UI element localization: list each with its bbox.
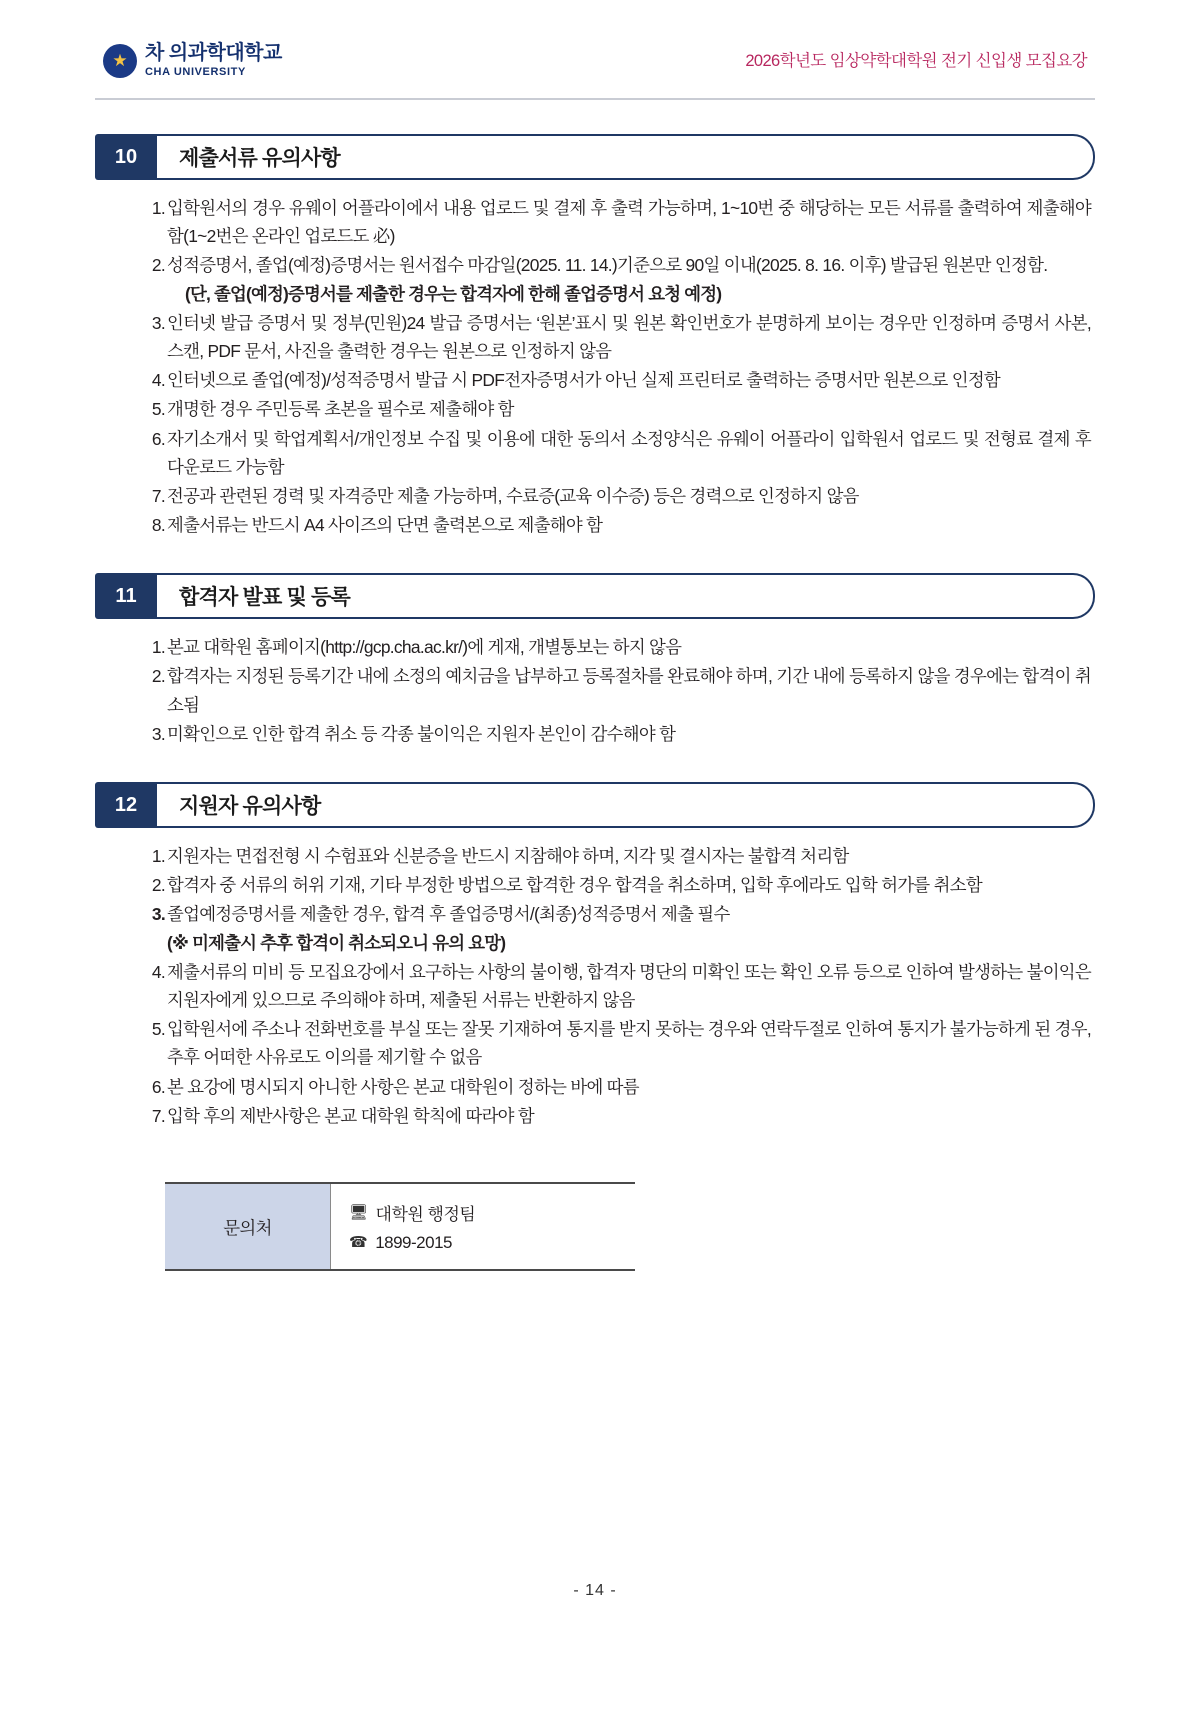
list-text: 입학원서의 경우 유웨이 어플라이에서 내용 업로드 및 결제 후 출력 가능하며, 1~10번 중 해당하는 모든 서류를 출력하여 제출해야 함(1~2번은 온라인 업로드도 必) xyxy=(167,198,1091,247)
list-text: 전공과 관련된 경력 및 자격증만 제출 가능하며, 수료증(교육 이수증) 등은 경력으로 인정하지 않음 xyxy=(167,485,859,506)
telephone-icon: ☎ xyxy=(349,1234,368,1252)
brand-logo xyxy=(103,43,282,79)
list-text: 미확인으로 인한 합격 취소 등 각종 불이익은 지원자 본인이 감수해야 함 xyxy=(167,723,676,744)
list-text: 제출서류의 미비 등 모집요강에서 요구하는 사항의 불이행, 합격자 명단의 미확인 또는 확인 오류 등으로 인하여 발생하는 불이익은 지원자에게 있으므로 주의해야 하며, 제출된 서류는 반환하지 않음 xyxy=(167,961,1091,1010)
list-text: 입학원서에 주소나 전화번호를 부실 또는 잘못 기재하여 통지를 받지 못하는 경우와 연락두절로 인하여 통지가 불가능하게 된 경우, 추후 어떠한 사유로도 이의를 제기할 수 없음 xyxy=(167,1019,1091,1068)
list-marker: 8. xyxy=(151,515,165,536)
section-10 xyxy=(95,134,1095,539)
list-item xyxy=(145,251,1091,307)
university-emblem-icon xyxy=(103,44,137,78)
list-item xyxy=(145,633,1091,661)
section-12-title-box xyxy=(157,782,1095,828)
contact-value-cell xyxy=(331,1183,636,1270)
list-subnote: (단, 졸업(예정)증명서를 제출한 경우는 합격자에 한해 졸업증명서 요청 예정) xyxy=(185,283,722,304)
section-10-number: 10 xyxy=(95,134,157,180)
section-12 xyxy=(95,782,1095,1130)
list-item xyxy=(145,366,1091,394)
list-text: 합격자는 지정된 등록기간 내에 소정의 예치금을 납부하고 등록절차를 완료해야 하며, 기간 내에 등록하지 않을 경우에는 합격이 취소됨 xyxy=(167,666,1091,715)
section-11-number: 11 xyxy=(95,573,157,619)
list-item xyxy=(145,900,1091,956)
section-11-title-box xyxy=(157,573,1095,619)
list-text: 지원자는 면접전형 시 수험표와 신분증을 반드시 지참해야 하며, 지각 및 결시자는 불합격 처리함 xyxy=(167,846,849,866)
list-marker: 2. xyxy=(151,666,165,687)
brand-text xyxy=(145,43,282,79)
list-text: 졸업예정증명서를 제출한 경우, 합격 후 졸업증명서/(최종)성적증명서 제출 필수 xyxy=(167,904,730,925)
list-marker: 1. xyxy=(151,846,165,866)
list-text: 제출서류는 반드시 A4 사이즈의 단면 출력본으로 제출해야 함 xyxy=(167,515,603,536)
list-text: 개명한 경우 주민등록 초본을 필수로 제출해야 함 xyxy=(167,399,514,420)
section-11-list xyxy=(95,633,1095,748)
list-marker: 1. xyxy=(151,637,165,658)
section-10-heading xyxy=(95,134,1095,180)
list-marker: 7. xyxy=(151,1105,165,1126)
list-item xyxy=(145,720,1091,748)
list-text: 본 요강에 명시되지 아니한 사항은 본교 대학원이 정하는 바에 따름 xyxy=(167,1076,639,1097)
section-10-list xyxy=(95,194,1095,539)
document-page xyxy=(0,30,1190,1712)
contact-team-line xyxy=(349,1196,635,1229)
list-item xyxy=(145,511,1091,539)
brand-name-kr: 차 의과학대학교 xyxy=(145,42,282,65)
list-text: 입학 후의 제반사항은 본교 대학원 학칙에 따라야 함 xyxy=(167,1105,535,1126)
list-subnote: (※ 미제출시 추후 합격이 취소되오니 유의 요망) xyxy=(167,932,506,953)
section-12-number: 12 xyxy=(95,782,157,828)
list-marker: 6. xyxy=(151,1076,165,1097)
brand-name-en: CHA UNIVERSITY xyxy=(145,66,246,79)
contact-label-cell: 문의처 xyxy=(165,1183,331,1270)
emblem-glyph: ★ xyxy=(112,51,128,71)
contact-section xyxy=(95,1182,1095,1271)
section-12-heading xyxy=(95,782,1095,828)
list-marker: 4. xyxy=(151,961,165,982)
list-item xyxy=(145,395,1091,423)
list-item xyxy=(145,1102,1091,1130)
contact-phone-line xyxy=(349,1229,635,1257)
section-11 xyxy=(95,573,1095,748)
section-10-title: 제출서류 유의사항 xyxy=(179,147,340,170)
list-item xyxy=(145,425,1091,481)
list-text: 성적증명서, 졸업(예정)증명서는 원서접수 마감일(2025. 11. 14.)기준으로 90일 이내(2025. 8. 16. 이후) 발급된 원본만 인정함. xyxy=(167,255,1048,276)
list-marker: 3. xyxy=(151,312,165,333)
list-marker: 5. xyxy=(151,399,165,420)
monitor-icon: 🖥 xyxy=(349,1203,368,1221)
list-item xyxy=(145,958,1091,1014)
list-marker: 7. xyxy=(151,485,165,506)
document-title: 2026학년도 임상약학대학원 전기 신입생 모집요강 xyxy=(745,52,1087,70)
list-item xyxy=(145,194,1091,250)
list-marker: 2. xyxy=(151,255,165,276)
list-item xyxy=(145,871,1091,899)
list-marker: 2. xyxy=(151,875,165,896)
list-text: 자기소개서 및 학업계획서/개인정보 수집 및 이용에 대한 동의서 소정양식은 유웨이 어플라이 입학원서 업로드 및 전형료 결제 후 다운로드 가능함 xyxy=(167,428,1091,477)
list-marker: 6. xyxy=(151,428,165,449)
list-marker: 3. xyxy=(151,904,165,925)
contact-table xyxy=(165,1182,635,1271)
list-text: 인터넷으로 졸업(예정)/성적증명서 발급 시 PDF전자증명서가 아닌 실제 프린터로 출력하는 증명서만 원본으로 인정함 xyxy=(167,370,1001,391)
section-10-title-box xyxy=(157,134,1095,180)
list-item xyxy=(145,309,1091,365)
list-marker: 3. xyxy=(151,723,165,744)
list-marker: 5. xyxy=(151,1019,165,1040)
list-item xyxy=(145,842,1091,870)
list-text: 합격자 중 서류의 허위 기재, 기타 부정한 방법으로 합격한 경우 합격을 취소하며, 입학 후에라도 입학 허가를 취소함 xyxy=(167,875,982,896)
list-text: 인터넷 발급 증명서 및 정부(민원)24 발급 증명서는 ‘원본’표시 및 원본 확인번호가 분명하게 보이는 경우만 인정하며 증명서 사본, 스캔, PDF 문서, 사진을 출력한 경우는 원본으로 인정하지 않음 xyxy=(167,312,1091,361)
contact-phone: 1899-2015 xyxy=(375,1232,452,1252)
section-11-heading xyxy=(95,573,1095,619)
list-item xyxy=(145,1073,1091,1101)
section-11-title: 합격자 발표 및 등록 xyxy=(179,586,350,610)
list-item xyxy=(145,1015,1091,1071)
list-marker: 1. xyxy=(151,198,165,218)
section-12-list xyxy=(95,842,1095,1130)
section-12-title: 지원자 유의사항 xyxy=(179,795,321,818)
list-marker: 4. xyxy=(151,370,165,391)
list-item xyxy=(145,482,1091,510)
list-item xyxy=(145,662,1091,718)
page-header xyxy=(95,30,1095,100)
list-text: 본교 대학원 홈페이지(http://gcp.cha.ac.kr/)에 게재, 개별통보는 하지 않음 xyxy=(167,637,682,658)
contact-team: 대학원 행정팀 xyxy=(375,1204,476,1224)
table-row xyxy=(165,1183,635,1270)
page-footer: - 14 - xyxy=(573,1582,617,1599)
